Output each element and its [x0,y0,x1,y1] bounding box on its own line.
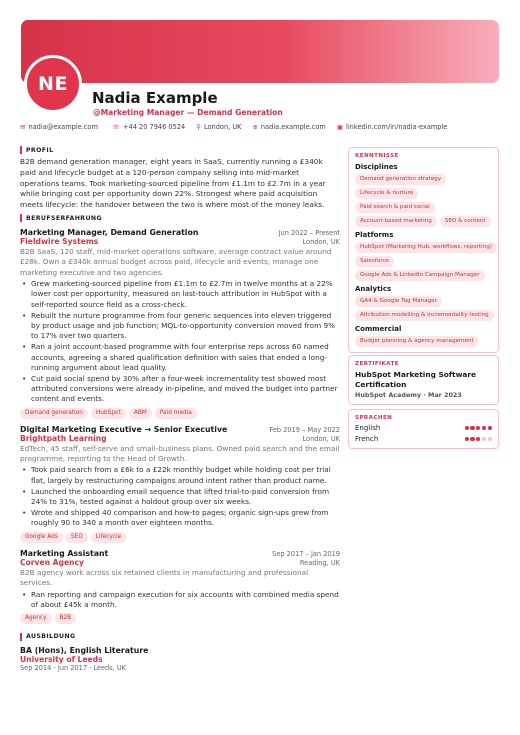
job-title: Marketing Assistant [20,548,109,558]
experience-section [20,214,340,672]
skill-group-tags [355,296,492,321]
level-dot-filled [476,437,480,441]
experience-heading [20,214,340,222]
skill-tag: HubSpot [91,408,126,419]
skill-tag: Budget planning & agency management [355,336,479,347]
job-entry [20,549,340,624]
skill-group-tags [355,174,492,227]
level-dot-filled [465,437,469,441]
level-dot-filled [476,426,480,430]
job-company: Corven Agency [20,557,85,567]
phone-icon: ☏ [111,123,121,131]
level-dot-filled [482,426,486,430]
linkedin-icon: ▣ [336,123,344,131]
candidate-title: @Marketing Manager — Demand Generation [93,108,283,117]
level-dot-filled [488,426,492,430]
job-tags [20,532,340,543]
job-company: Brightpath Learning [20,433,107,443]
job-bullet: • Ran reporting and campaign execution for six accounts with combined media spend of about £45k a month. [20,590,340,610]
job-bullet: • Cut paid social spend by 30% after a four-week incrementality test showed most attributed conversions were already in-pipeline, and moved the budget into partner content and events. [20,374,340,405]
language-row [355,435,492,443]
education-school: University of Leeds [20,654,103,664]
contact-email[interactable] [20,123,98,131]
job-bullet: • Launched the onboarding email sequence that lifted trial-to-paid conversion from 24% to 31%, tested against a holdout group over six weeks. [20,487,340,507]
job-tags [20,613,340,624]
job-company: Fieldwire Systems [20,237,99,246]
skill-group-title: Platforms [355,231,394,239]
avatar: NE [24,55,82,113]
skill-tag: Demand generation strategy [355,174,446,185]
level-dot-filled [470,426,474,430]
education-section [20,633,340,672]
certificate-card [348,355,499,405]
contact-email-text: nadia@example.com [28,123,98,131]
certificate-heading: ZERTIFIKATE [355,361,399,367]
job-location: London, UK [302,434,340,443]
level-dot-empty [482,437,486,441]
contact-linkedin[interactable] [337,123,448,131]
contact-website[interactable] [252,123,325,131]
job-title: Digital Marketing Executive → Senior Executive [20,424,228,434]
skill-tag: SEO [66,532,88,543]
profile-heading [20,146,340,154]
language-level [465,437,492,441]
skill-tag: Google Ads & LinkedIn Campaign Manager [355,270,485,281]
job-description: B2B SaaS, 120 staff, mid-market operations software, average contract value around £28k. Own a £340k annual budget across paid, lifecycle and events; manage one marketing executive and two agencies. [20,247,332,277]
contact-location [196,123,241,131]
skill-tag: SEO & content [440,216,491,227]
skill-tag: HubSpot (Marketing Hub, workflows, reporting) [355,242,497,253]
job-date: Jun 2022 – Present [278,229,340,237]
profile-text: B2B demand generation manager, eight years in SaaS, currently running a £340k paid and lifecycle budget at a 120-person company selling into mid-market operations teams. Took marketing-sourced pipeline from £1.1m to £2.7m in a year while bringing cost per opportunity down 22%. Strongest where paid acquisition meets lifecycle: the handover between the two is where most of the money leaks. [20,157,326,210]
skill-group-tags [355,242,492,281]
language-name: English [355,424,381,432]
job-bullets [20,465,340,528]
skill-tag: ABM [129,408,152,419]
skill-tag: B2B [55,613,77,624]
education-heading [20,633,340,641]
education-degree: BA (Hons), English Literature [20,645,149,655]
skill-tag: Salesforce [355,256,394,267]
job-bullet: • Ran a joint account-based programme with four enterprise reps across 60 named accounts, agreeing a shared qualification definition with sales that ended a long-running argument about lead quality. [20,342,340,373]
certificate-name: HubSpot Marketing Software Certification [355,370,477,389]
skill-tag: Attribution modelling & incrementality testing [355,310,494,321]
job-location: London, UK [302,238,340,246]
skill-group-title: Disciplines [355,163,398,171]
contact-website-text: nadia.example.com [260,123,326,131]
skill-tag: Lifecycle & nurture [355,188,418,199]
candidate-name: Nadia Example [92,89,218,107]
contact-bar [20,123,447,131]
profile-section [20,146,340,211]
job-tags [20,408,340,419]
skill-group-tags [355,336,492,347]
job-entry [20,425,340,543]
contact-location-text: London, UK [203,123,242,131]
skill-tag: Paid search & paid social [355,202,435,213]
experience-heading-text: BERUFSERFAHRUNG [26,214,102,222]
level-dot-filled [465,426,469,430]
job-bullets [20,590,340,610]
skill-tag: Account-based marketing [355,216,437,227]
section-marker [20,214,22,222]
skill-tag: Lifecycle [91,532,126,543]
education-meta: Sep 2014 - Jun 2017 · Leeds, UK [20,663,126,672]
skills-card [348,147,499,353]
job-bullet: • Rebuilt the nurture programme from four generic sequences into eleven triggered by product usage and job function; MQL-to-opportunity conversion moved from 9% to 17% over two quarters. [20,311,340,342]
profile-heading-text: PROFIL [26,146,54,154]
job-bullet: • Took paid search from a £6k to a £22k monthly budget while holding cost per trial flat, largely by restructuring campaigns around intent rather than product name. [20,465,340,485]
skill-group-title: Analytics [355,285,392,293]
language-name: French [355,435,379,443]
job-description: B2B agency work across six retained clients in manufacturing and professional services. [20,567,309,588]
skill-tag: Google Ads [20,532,63,543]
contact-linkedin-text: linkedin.com/in/nadia-example [346,123,448,131]
header-banner [21,20,499,83]
contact-phone[interactable] [112,123,185,131]
job-description: EdTech, 45 staff, self-serve and small-business plans. Owned paid search and the email programme, reporting to the Head of Growth. [20,443,340,464]
skill-tag: Paid media [155,408,197,419]
location-icon: ⚲ [196,123,201,131]
languages-heading: SPRACHEN [355,415,393,421]
job-entry [20,228,340,419]
globe-icon: ⊕ [252,123,258,131]
education-heading-text: AUSBILDUNG [26,633,76,641]
level-dot-empty [488,437,492,441]
skills-heading: KENNTNISSE [355,153,399,159]
skill-tag: Agency [20,613,52,624]
job-date: Sep 2017 – Jan 2019 [272,549,340,558]
level-dot-filled [470,437,474,441]
skill-group-title: Commercial [355,325,402,333]
job-location: Reading, UK [299,558,340,567]
job-bullets [20,279,340,404]
section-marker [20,146,22,154]
section-marker [20,633,22,641]
skill-tag: GA4 & Google Tag Manager [355,296,442,307]
job-bullet: • Wrote and shipped 40 comparison and how-to pages; organic sign-ups grew from roughly 90 to 340 a month over eighteen months. [20,508,340,528]
job-title: Marketing Manager, Demand Generation [20,228,199,237]
skill-tag: Demand generation [20,408,88,419]
languages-card [348,409,499,449]
mail-icon: ✉ [20,123,26,131]
certificate-meta: HubSpot Academy · Mar 2023 [355,391,462,399]
job-date: Feb 2019 – May 2022 [269,425,340,434]
language-row [355,424,492,432]
language-level [465,426,492,430]
contact-phone-text: +44 20 7946 0524 [123,123,186,131]
job-bullet: • Grew marketing-sourced pipeline from £1.1m to £2.7m in twelve months at a 22% lower cost per opportunity, measured on last-touch attribution in HubSpot with a self-reported source field as a cross-check. [20,279,340,310]
